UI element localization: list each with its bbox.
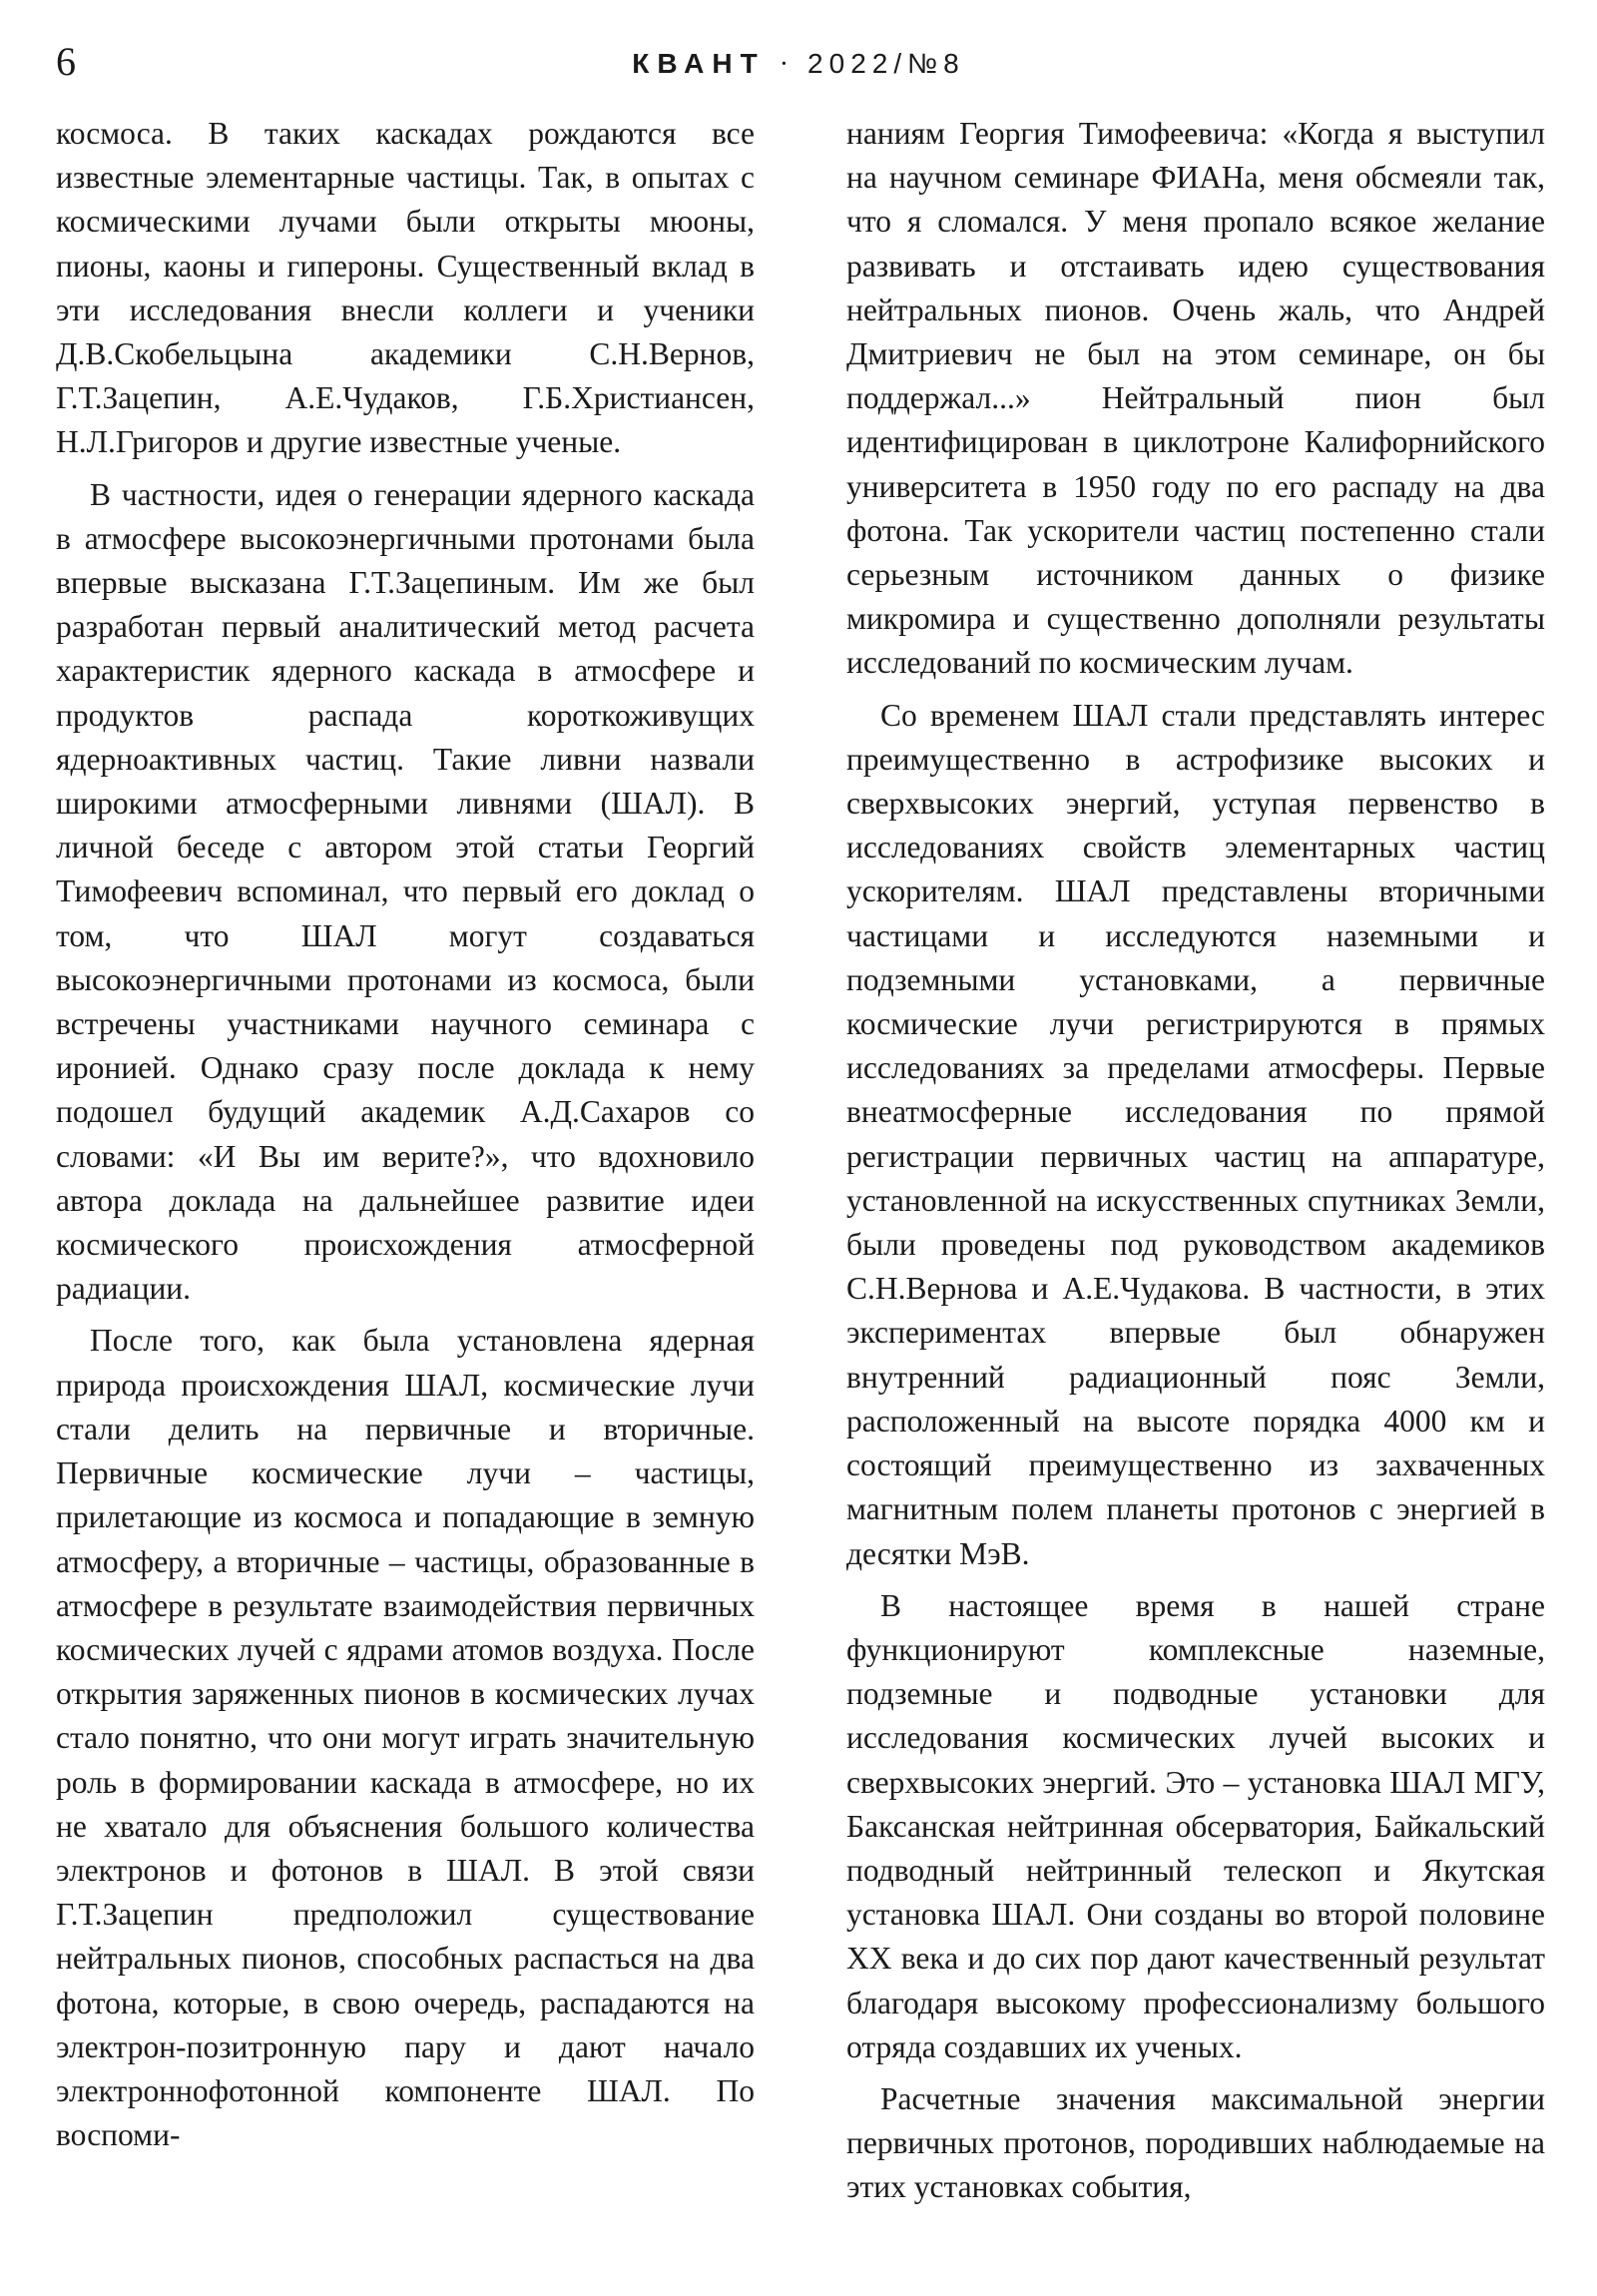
- journal-title: КВАНТ: [632, 48, 766, 79]
- paragraph: Расчетные значения максимальной энергии первичных протонов, породивших наблюдаемые на этих установках события,: [846, 2080, 1545, 2205]
- paragraph: После того, как была установлена ядерная природа происхождения ШАЛ, космические лучи стали делить на первичные и вторичные. Первичные космические лучи – частицы, прилетающие из космоса и попадающие в земную атмосферу, а вторичные – частицы, образованные в атмосфере в результате взаимодействия первичных космических лучей с ядрами атомов воздуха. После открытия заряженных пионов в космических лучах стало понятно, что они могут играть значительную роль в формировании каскада в атмосфере, но их не хватало для объяснения большого количества электронов и фотонов в ШАЛ. В этой связи Г.Т.Зацепин предположил существование нейтральных пионов, способных распасться на два фотона, которые, в свою очередь, распадаются на электрон-позитронную пару и дают начало электроннофотонной компоненте ШАЛ. По воспоми-: [56, 1323, 755, 2153]
- page-number: 6: [56, 39, 76, 84]
- right-column: [846, 112, 1545, 2210]
- paragraph: В частности, идея о генерации ядерного каскада в атмосфере высокоэнергичными протонами была впервые высказана Г.Т.Зацепиным. Им же был разработан первый аналитический метод расчета характеристик ядерного каскада в атмосфере и продуктов распада короткоживущих ядерноактивных частиц. Такие ливни назвали широкими атмосферными ливнями (ШАЛ). В личной беседе с автором этой статьи Георгий Тимофеевич вспоминал, что первый его доклад о том, что ШАЛ могут создаваться высокоэнергичными протонами из космоса, были встречены участниками научного семинара с иронией. Однако сразу после доклада к нему подошел будущий академик А.Д.Сахаров со словами: «И Вы им верите?», что вдохновило автора доклада на дальнейшее развитие идеи космического происхождения атмосферной радиации.: [56, 476, 755, 1307]
- paragraph: Со временем ШАЛ стали представлять интерес преимущественно в астрофизике высоких и сверхвысоких энергий, уступая первенство в исследованиях свойств элементарных частиц ускорителям. ШАЛ представлены вторичными частицами и исследуются наземными и подземными установками, а первичные космические лучи регистрируются в прямых исследованиях за пределами атмосферы. Первые внеатмосферные исследования по прямой регистрации первичных частиц на аппаратуре, установленной на искусственных спутниках Земли, были проведены под руководством академиков С.Н.Вернова и А.Е.Чудакова. В частности, в этих экспериментах впервые был обнаружен внутренний радиационный пояс Земли, расположенный на высоте порядка 4000 км и состоящий преимущественно из захваченных магнитным полем планеты протонов с энергией в десятки МэВ.: [846, 697, 1545, 1571]
- issue-number: 2022/№8: [807, 48, 965, 79]
- left-column: [56, 112, 755, 2157]
- paragraph: В настоящее время в нашей стране функционируют комплексные наземные, подземные и подводные установки для исследования космических лучей высоких и сверхвысоких энергий. Это – установка ШАЛ МГУ, Баксанская нейтринная обсерватория, Байкальский подводный нейтринный телескоп и Якутская установка ШАЛ. Они созданы во второй половине XX века и до сих пор дают качественный результат благодаря высокому профессионализму большого отряда создавших их ученых.: [846, 1587, 1545, 2064]
- running-head: [0, 50, 1597, 79]
- header-separator: ·: [779, 49, 791, 80]
- paragraph: космоса. В таких каскадах рождаются все известные элементарные частицы. Так, в опытах с космическими лучами были открыты мюоны, пионы, каоны и гипероны. Существенный вклад в эти исследования внесли коллеги и ученики Д.В.Скобельцына академики С.Н.Вернов, Г.Т.Зацепин, А.Е.Чудаков, Г.Б.Христиансен, Н.Л.Григоров и другие известные ученые.: [56, 116, 755, 460]
- paragraph: наниям Георгия Тимофеевича: «Когда я выступил на научном семинаре ФИАНа, меня обсмеяли так, что я сломался. У меня пропало всякое желание развивать и отстаивать идею существования нейтральных пионов. Очень жаль, что Андрей Дмитриевич не был на этом семинаре, он бы поддержал...» Нейтральный пион был идентифицирован в циклотроне Калифорнийского университета в 1950 году по его распаду на два фотона. Так ускорители частиц постепенно стали серьезным источником данных о физике микромира и существенно дополняли результаты исследований по космическим лучам.: [846, 116, 1545, 681]
